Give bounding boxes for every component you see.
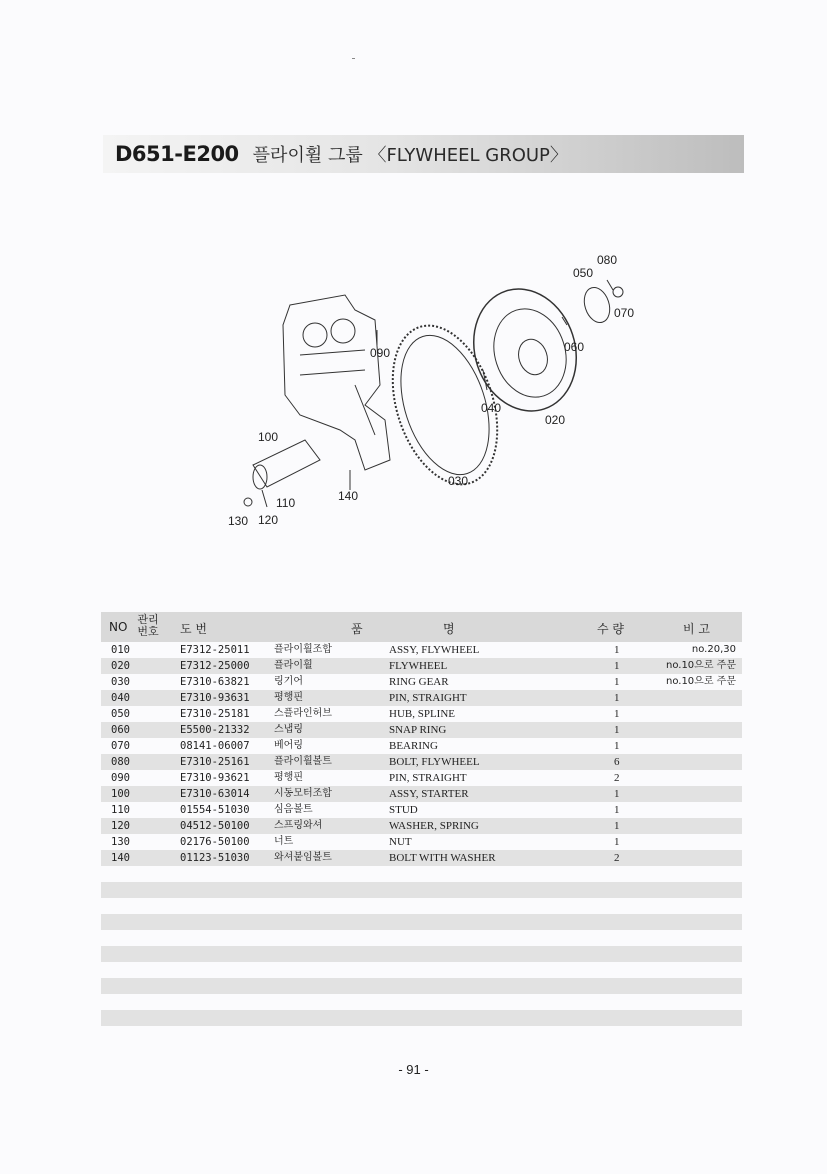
table-row: [101, 786, 742, 802]
table-empty-row: [101, 978, 742, 994]
section-code: D651-E200: [115, 142, 239, 166]
row-korean-name: 시동모터조합: [274, 788, 332, 799]
row-remarks: no.10으로 주문: [665, 676, 736, 687]
header-remarks: 비 고: [683, 622, 710, 636]
callout-050: 050: [573, 266, 594, 280]
callout-080: 080: [597, 253, 618, 267]
callout-100: 100: [258, 430, 279, 444]
page-number: - 91 -: [398, 1062, 429, 1077]
row-no: 110: [111, 804, 130, 816]
section-title-bar: [103, 135, 744, 173]
callout-110: 110: [276, 496, 296, 510]
table-empty-row: [101, 946, 742, 962]
table-row: [101, 722, 742, 738]
callout-090: 090: [370, 346, 391, 360]
header-mgmt-top: 관리: [137, 613, 159, 626]
header-qty: 수 량: [597, 622, 624, 636]
table-empty-row: [101, 914, 742, 930]
row-no: 070: [111, 740, 130, 752]
row-english-name: PIN, STRAIGHT: [389, 772, 467, 784]
table-row: [101, 850, 742, 866]
row-no: 140: [111, 852, 130, 864]
scan-mark: [352, 58, 355, 59]
table-row: [101, 706, 742, 722]
row-qty: 1: [614, 644, 620, 656]
row-korean-name: 스냅링: [274, 724, 303, 735]
row-part-number: 02176-50100: [180, 836, 250, 848]
table-row: [101, 834, 742, 850]
table-empty-row: [101, 1010, 742, 1026]
header-part: 품: [351, 622, 363, 636]
row-english-name: BEARING: [389, 740, 438, 752]
row-remarks: no.10으로 주문: [665, 660, 736, 671]
header-mgmt-bottom: 번호: [137, 625, 159, 638]
callout-140: 140: [338, 489, 359, 503]
row-part-number: E7310-93621: [180, 772, 250, 784]
table-row: [101, 818, 742, 834]
row-part-number: E7312-25000: [180, 660, 250, 672]
row-no: 040: [111, 692, 130, 704]
callout-120: 120: [258, 513, 279, 527]
row-no: 050: [111, 708, 130, 720]
row-korean-name: 심음볼트: [274, 804, 313, 815]
row-part-number: E7310-93631: [180, 692, 250, 704]
row-korean-name: 링기어: [274, 676, 303, 687]
bearing-outline: [613, 287, 623, 297]
row-qty: 1: [614, 836, 620, 848]
row-english-name: ASSY, STARTER: [389, 788, 469, 800]
table-blank-rows: [101, 882, 742, 1026]
row-no: 100: [111, 788, 130, 800]
table-row: [101, 770, 742, 786]
row-qty: 1: [614, 708, 620, 720]
header-no: NO: [109, 620, 128, 634]
callout-030: 030: [448, 474, 469, 488]
table-row: [101, 802, 742, 818]
row-english-name: HUB, SPLINE: [389, 708, 456, 720]
row-english-name: BOLT, FLYWHEEL: [389, 756, 480, 768]
header-drawing-number: 도 번: [180, 622, 207, 636]
row-korean-name: 플라이휠: [274, 660, 313, 671]
row-part-number: 08141-06007: [180, 740, 250, 752]
exploded-parts-diagram: [215, 245, 635, 545]
callout-060: 060: [564, 340, 585, 354]
header-name: 명: [443, 622, 455, 636]
row-no: 120: [111, 820, 130, 832]
row-part-number: E5500-21332: [180, 724, 250, 736]
row-no: 130: [111, 836, 130, 848]
row-qty: 1: [614, 804, 620, 816]
row-part-number: 01123-51030: [180, 852, 250, 864]
row-qty: 1: [614, 676, 620, 688]
row-qty: 2: [614, 852, 620, 864]
table-row: [101, 674, 742, 690]
row-part-number: E7312-25011: [180, 644, 250, 656]
section-name: 플라이휠 그룹 〈FLYWHEEL GROUP〉: [252, 145, 568, 166]
callout-070: 070: [614, 306, 635, 320]
row-korean-name: 너트: [274, 836, 294, 847]
row-english-name: BOLT WITH WASHER: [389, 852, 496, 864]
table-header: [101, 612, 742, 642]
row-qty: 1: [614, 820, 620, 832]
row-korean-name: 스플라인허브: [274, 708, 332, 719]
table-row: [101, 690, 742, 706]
row-korean-name: 와셔붙임볼트: [274, 852, 332, 863]
row-qty: 6: [614, 756, 620, 768]
row-english-name: NUT: [389, 836, 412, 848]
table-row: [101, 738, 742, 754]
row-english-name: ASSY, FLYWHEEL: [389, 644, 480, 656]
row-korean-name: 플라이휠조합: [274, 644, 332, 655]
row-part-number: E7310-63821: [180, 676, 250, 688]
row-no: 020: [111, 660, 130, 672]
row-qty: 1: [614, 788, 620, 800]
row-qty: 1: [614, 660, 620, 672]
table-row: [101, 642, 742, 658]
callout-040: 040: [481, 401, 502, 415]
row-no: 030: [111, 676, 130, 688]
parts-table: [101, 612, 742, 1026]
row-part-number: E7310-63014: [180, 788, 250, 800]
header-mgmt-number: [135, 614, 161, 638]
row-remarks: no.20,30: [691, 644, 736, 655]
row-english-name: FLYWHEEL: [389, 660, 448, 672]
row-korean-name: 평행핀: [274, 772, 303, 783]
row-no: 080: [111, 756, 130, 768]
row-part-number: E7310-25181: [180, 708, 250, 720]
row-qty: 1: [614, 740, 620, 752]
row-korean-name: 스프링와셔: [274, 820, 323, 831]
table-empty-row: [101, 882, 742, 898]
row-no: 090: [111, 772, 130, 784]
table-row: [101, 658, 742, 674]
callout-130: 130: [228, 514, 249, 528]
row-korean-name: 플라이휠볼트: [274, 756, 332, 767]
row-korean-name: 평행핀: [274, 692, 303, 703]
row-english-name: WASHER, SPRING: [389, 820, 479, 832]
row-part-number: E7310-25161: [180, 756, 250, 768]
starter-outline: [253, 440, 320, 487]
row-english-name: SNAP RING: [389, 724, 447, 736]
row-no: 010: [111, 644, 130, 656]
table-body: [101, 642, 742, 866]
row-english-name: PIN, STRAIGHT: [389, 692, 467, 704]
row-english-name: RING GEAR: [389, 676, 449, 688]
callout-020: 020: [545, 413, 566, 427]
row-qty: 1: [614, 724, 620, 736]
row-qty: 1: [614, 692, 620, 704]
row-part-number: 01554-51030: [180, 804, 250, 816]
row-part-number: 04512-50100: [180, 820, 250, 832]
row-korean-name: 베어링: [274, 740, 303, 751]
hub-spline-outline: [580, 284, 614, 326]
table-row: [101, 754, 742, 770]
row-qty: 2: [614, 772, 620, 784]
row-no: 060: [111, 724, 130, 736]
row-english-name: STUD: [389, 804, 418, 816]
